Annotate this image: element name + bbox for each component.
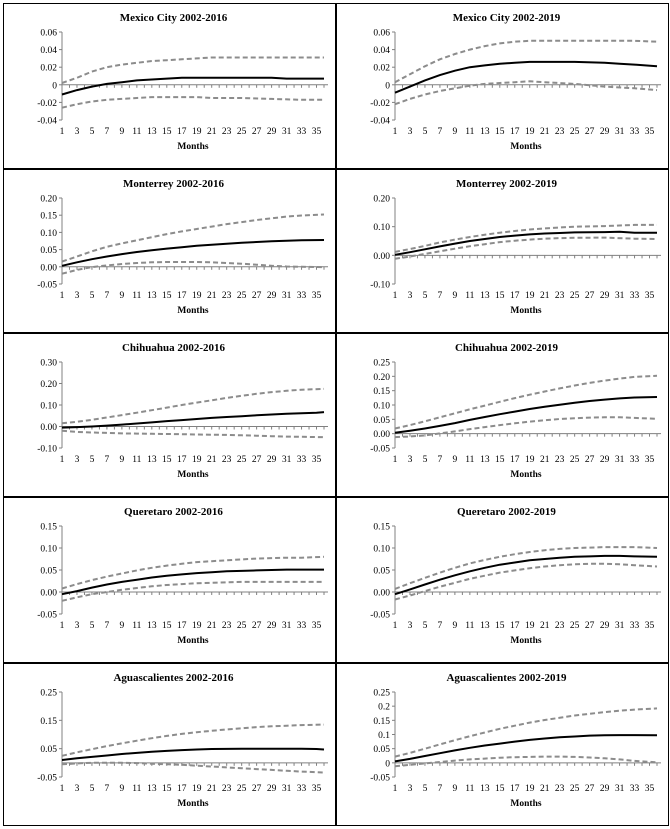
x-tick-label: 21 — [206, 621, 217, 631]
x-tick-label: 23 — [554, 784, 565, 794]
x-axis-title: Months — [177, 470, 209, 480]
x-tick-label: 33 — [629, 621, 640, 631]
x-tick-label: 9 — [452, 291, 458, 301]
x-tick-label: 17 — [510, 455, 520, 465]
x-tick-label: 15 — [495, 455, 505, 465]
x-tick-label: 5 — [89, 784, 95, 794]
y-tick-label: 0.05 — [373, 415, 390, 426]
x-tick-label: 27 — [251, 455, 262, 465]
x-tick-label: 13 — [480, 127, 490, 137]
x-tick-label: 9 — [452, 127, 458, 137]
confidence-band-line-lower — [62, 262, 324, 274]
x-tick-label: 15 — [162, 127, 172, 137]
x-tick-label: 35 — [644, 291, 655, 301]
x-tick-label: 1 — [59, 455, 65, 465]
x-tick-label: 19 — [191, 127, 202, 137]
x-tick-label: 13 — [480, 621, 490, 631]
y-tick-label: 0.15 — [373, 522, 390, 533]
x-tick-label: 29 — [266, 127, 277, 137]
x-tick-label: 13 — [147, 291, 157, 301]
y-tick-label: -0.02 — [37, 98, 57, 109]
confidence-band-line-upper — [62, 389, 324, 423]
x-tick-label: 33 — [296, 621, 307, 631]
x-tick-label: 17 — [510, 621, 520, 631]
chart-panel — [336, 169, 669, 333]
x-tick-label: 17 — [177, 291, 187, 301]
y-tick-label: 0.2 — [378, 702, 390, 713]
chart-svg — [4, 498, 335, 662]
x-tick-label: 31 — [281, 455, 292, 465]
y-tick-label: -0.10 — [37, 444, 57, 455]
x-tick-label: 17 — [177, 127, 187, 137]
x-tick-label: 13 — [147, 784, 157, 794]
x-tick-label: 27 — [251, 621, 262, 631]
x-axis-title: Months — [510, 799, 542, 809]
chart-title: Aguascalientes 2002-2016 — [113, 672, 234, 684]
x-tick-label: 29 — [599, 291, 610, 301]
y-tick-label: 0.00 — [40, 423, 57, 433]
chart-panel — [3, 333, 336, 497]
y-tick-label: 0.25 — [373, 358, 390, 369]
x-tick-label: 15 — [495, 784, 505, 794]
y-tick-label: 0.20 — [40, 380, 57, 390]
x-tick-label: 33 — [629, 127, 640, 137]
x-tick-label: 35 — [644, 784, 655, 794]
y-tick-label: 0.15 — [373, 387, 390, 398]
x-tick-label: 1 — [59, 291, 65, 301]
y-tick-label: -0.05 — [370, 444, 390, 455]
x-tick-label: 13 — [480, 291, 490, 301]
x-axis-title: Months — [177, 636, 209, 646]
y-tick-label: 0.04 — [40, 46, 57, 57]
x-tick-label: 19 — [191, 621, 202, 631]
confidence-band-line-upper — [62, 215, 324, 262]
x-tick-label: 35 — [311, 455, 322, 465]
y-tick-label: 0.10 — [40, 228, 57, 239]
chart-svg — [337, 4, 668, 168]
x-tick-label: 11 — [132, 291, 142, 301]
x-tick-label: 1 — [392, 621, 398, 631]
x-tick-label: 1 — [392, 784, 398, 794]
chart-svg — [4, 334, 335, 496]
x-tick-label: 29 — [266, 621, 277, 631]
x-axis-title: Months — [510, 470, 542, 480]
x-tick-label: 23 — [221, 291, 232, 301]
x-tick-label: 27 — [584, 784, 595, 794]
x-tick-label: 21 — [539, 621, 550, 631]
x-tick-label: 29 — [599, 455, 610, 465]
confidence-band-line-lower — [395, 757, 657, 767]
x-tick-label: 29 — [599, 784, 610, 794]
x-tick-label: 33 — [296, 127, 307, 137]
x-tick-label: 7 — [104, 784, 110, 794]
x-tick-label: 35 — [311, 621, 322, 631]
y-tick-label: 0.15 — [373, 716, 390, 727]
confidence-band-line-upper — [395, 547, 657, 589]
x-tick-label: 21 — [206, 127, 217, 137]
x-tick-label: 11 — [465, 621, 475, 631]
chart-panel — [336, 663, 669, 826]
chart-title: Queretaro 2002-2016 — [124, 506, 223, 518]
y-tick-label: 0.15 — [40, 211, 57, 222]
chart-panel — [3, 3, 336, 169]
x-tick-label: 31 — [614, 127, 625, 137]
chart-svg — [337, 170, 668, 332]
confidence-band-line-lower — [62, 97, 324, 108]
x-tick-label: 9 — [452, 455, 458, 465]
impulse-response-line — [62, 78, 324, 95]
x-tick-label: 19 — [524, 621, 535, 631]
x-tick-label: 9 — [119, 784, 125, 794]
y-tick-label: 0.20 — [373, 194, 390, 205]
x-tick-label: 33 — [629, 291, 640, 301]
x-tick-label: 27 — [584, 291, 595, 301]
x-tick-label: 29 — [266, 784, 277, 794]
x-tick-label: 7 — [104, 621, 110, 631]
x-tick-label: 13 — [147, 455, 157, 465]
chart-title: Mexico City 2002-2019 — [452, 12, 561, 24]
chart-title: Mexico City 2002-2016 — [119, 12, 228, 24]
x-tick-label: 25 — [569, 621, 580, 631]
chart-svg — [337, 498, 668, 662]
chart-svg — [4, 4, 335, 168]
x-tick-label: 9 — [119, 621, 125, 631]
x-tick-label: 23 — [221, 784, 232, 794]
x-tick-label: 19 — [524, 127, 535, 137]
x-tick-label: 23 — [221, 621, 232, 631]
x-axis-title: Months — [510, 306, 542, 316]
x-tick-label: 31 — [614, 455, 625, 465]
y-tick-label: -0.05 — [370, 773, 390, 784]
chart-svg — [337, 664, 668, 825]
x-axis-title: Months — [177, 306, 209, 316]
x-tick-label: 27 — [584, 455, 595, 465]
x-tick-label: 11 — [465, 784, 475, 794]
x-tick-label: 7 — [437, 291, 443, 301]
x-tick-label: 33 — [296, 291, 307, 301]
chart-panel — [336, 3, 669, 169]
y-tick-label: 0.06 — [373, 28, 390, 39]
y-tick-label: 0.30 — [40, 358, 57, 369]
x-tick-label: 19 — [191, 455, 202, 465]
x-tick-label: 27 — [251, 291, 262, 301]
x-tick-label: 21 — [206, 784, 217, 794]
y-tick-label: 0.10 — [373, 544, 390, 555]
y-tick-label: 0.04 — [373, 46, 390, 57]
x-tick-label: 21 — [539, 784, 550, 794]
x-tick-label: 3 — [74, 127, 80, 137]
y-tick-label: 0.20 — [373, 372, 390, 383]
x-tick-label: 29 — [599, 621, 610, 631]
x-tick-label: 9 — [119, 291, 125, 301]
impulse-response-line — [62, 412, 324, 428]
y-tick-label: 0.10 — [373, 401, 390, 412]
x-tick-label: 15 — [162, 621, 172, 631]
chart-title: Chihuahua 2002-2019 — [454, 342, 559, 354]
x-tick-label: 23 — [221, 127, 232, 137]
chart-panel — [3, 663, 336, 826]
y-tick-label: 0.05 — [40, 246, 57, 257]
x-tick-label: 25 — [569, 291, 580, 301]
y-tick-label: 0.05 — [40, 745, 57, 756]
x-axis-title: Months — [510, 142, 542, 152]
x-tick-label: 23 — [554, 127, 565, 137]
x-tick-label: 31 — [281, 127, 292, 137]
x-tick-label: 25 — [569, 455, 580, 465]
x-tick-label: 25 — [569, 127, 580, 137]
x-tick-label: 7 — [104, 291, 110, 301]
confidence-band-line-lower — [62, 763, 324, 773]
x-tick-label: 31 — [614, 621, 625, 631]
confidence-band-line-lower — [62, 431, 324, 437]
x-tick-label: 5 — [422, 621, 428, 631]
chart-title: Queretaro 2002-2019 — [457, 506, 556, 518]
x-tick-label: 15 — [495, 621, 505, 631]
x-tick-label: 17 — [510, 291, 520, 301]
y-tick-label: 0.10 — [373, 223, 390, 234]
x-tick-label: 35 — [311, 127, 322, 137]
chart-svg — [4, 664, 335, 825]
chart-title: Chihuahua 2002-2016 — [121, 342, 226, 354]
x-tick-label: 5 — [422, 784, 428, 794]
confidence-band-line-upper — [395, 376, 657, 429]
x-tick-label: 5 — [89, 455, 95, 465]
x-tick-label: 15 — [162, 291, 172, 301]
y-tick-label: 0 — [52, 81, 57, 92]
x-tick-label: 3 — [407, 784, 413, 794]
y-tick-label: 0.25 — [373, 688, 390, 699]
x-tick-label: 13 — [480, 784, 490, 794]
x-tick-label: 23 — [554, 291, 565, 301]
x-tick-label: 9 — [452, 784, 458, 794]
x-tick-label: 1 — [59, 784, 65, 794]
x-tick-label: 29 — [266, 291, 277, 301]
x-tick-label: 33 — [296, 784, 307, 794]
x-tick-label: 15 — [162, 455, 172, 465]
y-tick-label: 0.00 — [373, 588, 390, 599]
y-tick-label: 0.15 — [40, 716, 57, 727]
x-tick-label: 31 — [281, 784, 292, 794]
x-tick-label: 23 — [554, 621, 565, 631]
x-axis-title: Months — [510, 636, 542, 646]
y-tick-label: 0.10 — [40, 544, 57, 555]
y-tick-label: -0.05 — [37, 773, 57, 784]
x-tick-label: 25 — [236, 455, 247, 465]
x-tick-label: 33 — [296, 455, 307, 465]
x-tick-label: 7 — [437, 127, 443, 137]
x-tick-label: 11 — [132, 127, 142, 137]
y-tick-label: -0.02 — [370, 98, 390, 109]
x-tick-label: 11 — [132, 784, 142, 794]
x-tick-label: 23 — [554, 455, 565, 465]
x-tick-label: 19 — [524, 784, 535, 794]
y-tick-label: -0.04 — [370, 116, 390, 127]
x-tick-label: 3 — [74, 291, 80, 301]
y-tick-label: 0.20 — [40, 194, 57, 205]
chart-panel — [3, 169, 336, 333]
x-tick-label: 5 — [422, 127, 428, 137]
x-tick-label: 5 — [422, 291, 428, 301]
x-tick-label: 31 — [281, 621, 292, 631]
x-tick-label: 23 — [221, 455, 232, 465]
x-tick-label: 9 — [119, 127, 125, 137]
y-tick-label: 0.1 — [378, 731, 390, 741]
x-tick-label: 25 — [236, 127, 247, 137]
x-tick-label: 3 — [407, 455, 413, 465]
x-tick-label: 7 — [437, 621, 443, 631]
y-tick-label: 0.15 — [40, 522, 57, 533]
impulse-response-line — [395, 397, 657, 433]
y-tick-label: -0.05 — [370, 610, 390, 621]
y-tick-label: 0.00 — [373, 251, 390, 262]
y-tick-label: -0.05 — [37, 280, 57, 291]
x-tick-label: 1 — [59, 127, 65, 137]
x-tick-label: 3 — [407, 291, 413, 301]
x-tick-label: 33 — [629, 455, 640, 465]
x-tick-label: 25 — [236, 784, 247, 794]
x-tick-label: 35 — [311, 291, 322, 301]
y-tick-label: 0.02 — [40, 63, 57, 74]
chart-svg — [337, 334, 668, 496]
x-tick-label: 21 — [206, 455, 217, 465]
x-tick-label: 31 — [281, 291, 292, 301]
x-tick-label: 25 — [236, 621, 247, 631]
y-tick-label: -0.10 — [370, 280, 390, 291]
x-tick-label: 7 — [104, 127, 110, 137]
x-tick-label: 5 — [89, 127, 95, 137]
x-tick-label: 13 — [147, 621, 157, 631]
confidence-band-line-upper — [395, 708, 657, 756]
y-tick-label: 0 — [385, 759, 390, 770]
x-tick-label: 13 — [147, 127, 157, 137]
x-tick-label: 31 — [614, 784, 625, 794]
y-tick-label: 0 — [385, 81, 390, 92]
x-tick-label: 3 — [74, 455, 80, 465]
y-tick-label: 0.10 — [40, 401, 57, 412]
x-tick-label: 27 — [251, 784, 262, 794]
impulse-response-line — [62, 749, 324, 760]
x-tick-label: 15 — [495, 291, 505, 301]
x-tick-label: 3 — [407, 621, 413, 631]
y-tick-label: 0.05 — [373, 745, 390, 756]
x-tick-label: 3 — [74, 784, 80, 794]
x-axis-title: Months — [177, 142, 209, 152]
x-tick-label: 27 — [584, 127, 595, 137]
x-tick-label: 35 — [311, 784, 322, 794]
chart-title: Monterrey 2002-2019 — [456, 178, 557, 190]
x-tick-label: 7 — [437, 784, 443, 794]
y-tick-label: 0.00 — [40, 263, 57, 274]
x-tick-label: 11 — [465, 455, 475, 465]
x-tick-label: 7 — [437, 455, 443, 465]
x-tick-label: 3 — [407, 127, 413, 137]
y-tick-label: 0.05 — [40, 566, 57, 577]
x-tick-label: 33 — [629, 784, 640, 794]
x-tick-label: 21 — [539, 127, 550, 137]
x-tick-label: 31 — [614, 291, 625, 301]
chart-title: Aguascalientes 2002-2019 — [446, 672, 567, 684]
x-tick-label: 17 — [177, 621, 187, 631]
x-tick-label: 5 — [89, 621, 95, 631]
x-tick-label: 1 — [59, 621, 65, 631]
y-tick-label: 0.00 — [40, 588, 57, 599]
x-tick-label: 25 — [569, 784, 580, 794]
y-tick-label: 0.06 — [40, 28, 57, 39]
x-tick-label: 1 — [392, 455, 398, 465]
y-tick-label: 0.02 — [373, 63, 390, 74]
x-tick-label: 29 — [599, 127, 610, 137]
x-tick-label: 3 — [74, 621, 80, 631]
chart-panel — [336, 333, 669, 497]
x-tick-label: 17 — [510, 127, 520, 137]
x-tick-label: 29 — [266, 455, 277, 465]
x-tick-label: 19 — [191, 784, 202, 794]
x-tick-label: 15 — [162, 784, 172, 794]
x-tick-label: 13 — [480, 455, 490, 465]
x-tick-label: 19 — [524, 291, 535, 301]
y-tick-label: 0.05 — [373, 566, 390, 577]
x-axis-title: Months — [177, 799, 209, 809]
x-tick-label: 9 — [452, 621, 458, 631]
x-tick-label: 35 — [644, 127, 655, 137]
y-tick-label: -0.05 — [37, 610, 57, 621]
x-tick-label: 35 — [644, 621, 655, 631]
x-tick-label: 19 — [524, 455, 535, 465]
y-tick-label: 0.00 — [373, 430, 390, 441]
x-tick-label: 11 — [465, 127, 475, 137]
y-tick-label: -0.04 — [37, 116, 57, 127]
x-tick-label: 7 — [104, 455, 110, 465]
x-tick-label: 11 — [465, 291, 475, 301]
x-tick-label: 21 — [206, 291, 217, 301]
x-tick-label: 1 — [392, 127, 398, 137]
x-tick-label: 27 — [251, 127, 262, 137]
x-tick-label: 1 — [392, 291, 398, 301]
y-tick-label: 0.25 — [40, 688, 57, 699]
confidence-band-line-upper — [62, 725, 324, 756]
chart-title: Monterrey 2002-2016 — [123, 178, 224, 190]
x-tick-label: 17 — [177, 455, 187, 465]
chart-svg — [4, 170, 335, 332]
x-tick-label: 11 — [132, 455, 142, 465]
x-tick-label: 15 — [495, 127, 505, 137]
x-tick-label: 35 — [644, 455, 655, 465]
x-tick-label: 21 — [539, 291, 550, 301]
x-tick-label: 25 — [236, 291, 247, 301]
x-tick-label: 5 — [89, 291, 95, 301]
x-tick-label: 27 — [584, 621, 595, 631]
x-tick-label: 9 — [119, 455, 125, 465]
x-tick-label: 19 — [191, 291, 202, 301]
x-tick-label: 11 — [132, 621, 142, 631]
x-tick-label: 17 — [510, 784, 520, 794]
x-tick-label: 17 — [177, 784, 187, 794]
chart-panel — [336, 497, 669, 663]
chart-panel — [3, 497, 336, 663]
x-tick-label: 21 — [539, 455, 550, 465]
x-tick-label: 5 — [422, 455, 428, 465]
